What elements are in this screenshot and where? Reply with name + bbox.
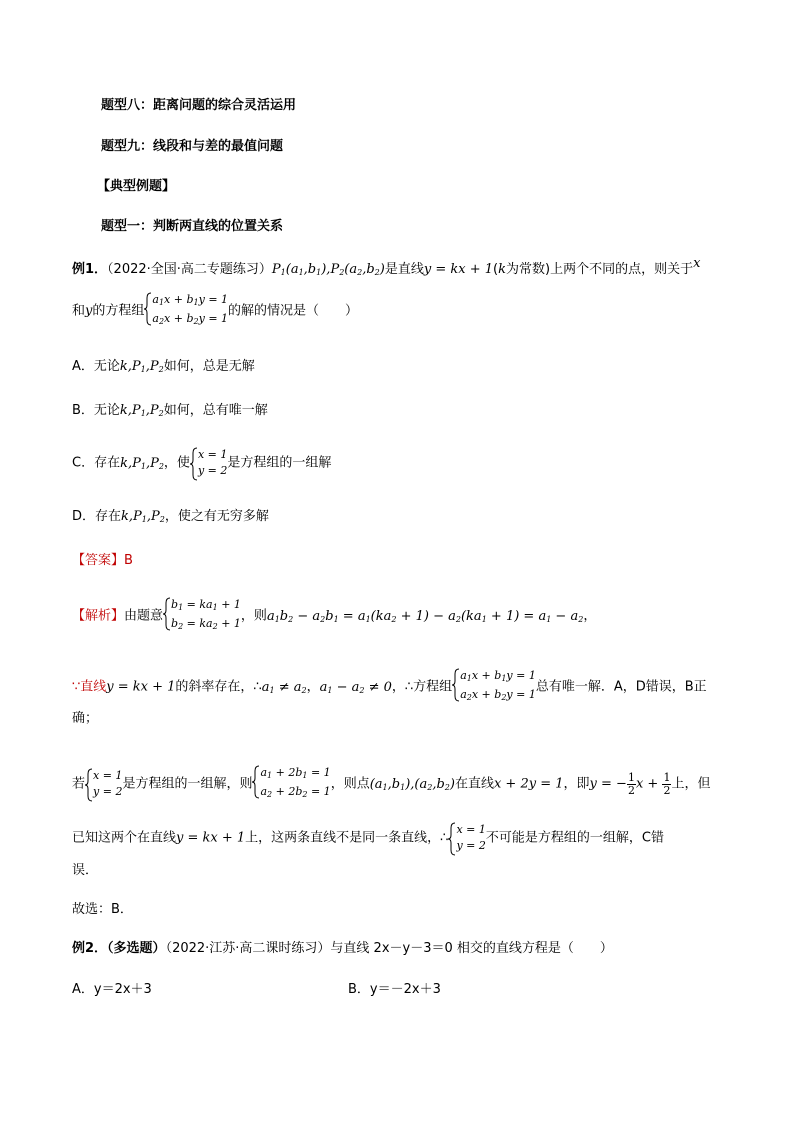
ex2-option-b: B．y＝－2x＋3 — [348, 982, 441, 997]
ex1-option-a: A．无论$k,P_1,P_2$如何，总是无解 — [72, 359, 255, 374]
ex1-option-d: D．存在$k,P_1,P_2$，使之有无穷多解 — [72, 509, 269, 524]
analysis-p2-line2: 确； — [72, 711, 99, 726]
ex2-option-a: A．y＝2x＋3 — [72, 982, 152, 997]
heading-type1: 题型一：判断两直线的位置关系 — [101, 219, 284, 234]
ex2-label: 例2． — [72, 941, 108, 956]
analysis-p1: 【解析】由题意 $b_1 = ka_1 + 1$ $b_2 = ka_2 + 1$ ，则$a_1b_2 - a_2b_1 = a_1(ka_2 + 1) - a_2(ka_1 + 1) = a_1 - a_2$， — [72, 598, 597, 631]
answer — [72, 552, 133, 570]
ex1-source: （2022·全国·高二专题练习） — [107, 262, 272, 277]
heading-type8: 题型八：距离问题的综合灵活运用 — [101, 98, 297, 113]
ex1-points-math: $P_1(a_1,b_1),P_2(a_2,b_2)$ — [271, 262, 385, 277]
analysis-p4-line2: 误． — [72, 863, 99, 878]
ex1-label: 例1． — [72, 262, 108, 277]
analysis-conclusion: 故选：B． — [72, 902, 133, 917]
ex2-question: 与直线 2x－y－3＝0 相交的直线方程是（ ） — [330, 941, 613, 956]
ex1-option-b: B．无论$k,P_1,P_2$如何，总有唯一解 — [72, 403, 268, 418]
analysis-p2-line1: ∵直线y = kx + 1的斜率存在，$\therefore a_1 \ne a_2$，$a_1 - a_2 \ne 0$，∴方程组 $a_1x + b_1y = 1$ $a_2x + b_2y = 1$ 总有唯一解．A，D错误，B正 — [72, 669, 707, 702]
heading-examples: 【典型例题】 — [97, 179, 176, 194]
ex2-tag: （多选题） — [107, 941, 166, 956]
ex2-stem — [72, 940, 613, 958]
answer-label: 【答案】 — [72, 553, 125, 568]
analysis-p3: 若 x = 1 y = 2 是方程组的一组解，则 $a_1 + 2b_1 = 1$ $a_2 + 2b_2 = 1$ ，则点$(a_1,b_1),(a_2,b_2)$在直线x + 2y = 1，即y = − $\frac{1}{2}$ x + $\frac{1}{2}$ 上，但 — [72, 766, 711, 799]
answer-value: B — [124, 553, 133, 568]
ex1-stem-line1: 例1．（2022·全国·高二专题练习）$P_1(a_1,b_1),P_2(a_2,b_2)$是直线y = kx + 1(k为常数)上两个不同的点，则关于x — [72, 256, 701, 277]
analysis-label: 【解析】 — [72, 608, 125, 624]
ex2-source: （2022·江苏·高二课时练习） — [165, 941, 331, 956]
heading-type9: 题型九：线段和与差的最值问题 — [101, 139, 284, 154]
ex1-system: $a_1x + b_1y = 1$ $a_2x + b_2y = 1$ — [144, 292, 228, 330]
analysis-p4-line1: 已知这两个在直线y = kx + 1上，这两条直线不是同一条直线，∴ x = 1 y = 2 不可能是方程组的一组解，C错 — [72, 822, 664, 854]
ex1-stem-line2: 和y的方程组 $a_1x + b_1y = 1$ $a_2x + b_2y = 1$ 的解的情况是（ ） — [72, 292, 358, 330]
ex1-line-math: y = kx + 1 — [423, 262, 493, 277]
ex1-option-c: C．存在$k,P_1,P_2$，使 x = 1 y = 2 是方程组的一组解 — [72, 447, 331, 479]
